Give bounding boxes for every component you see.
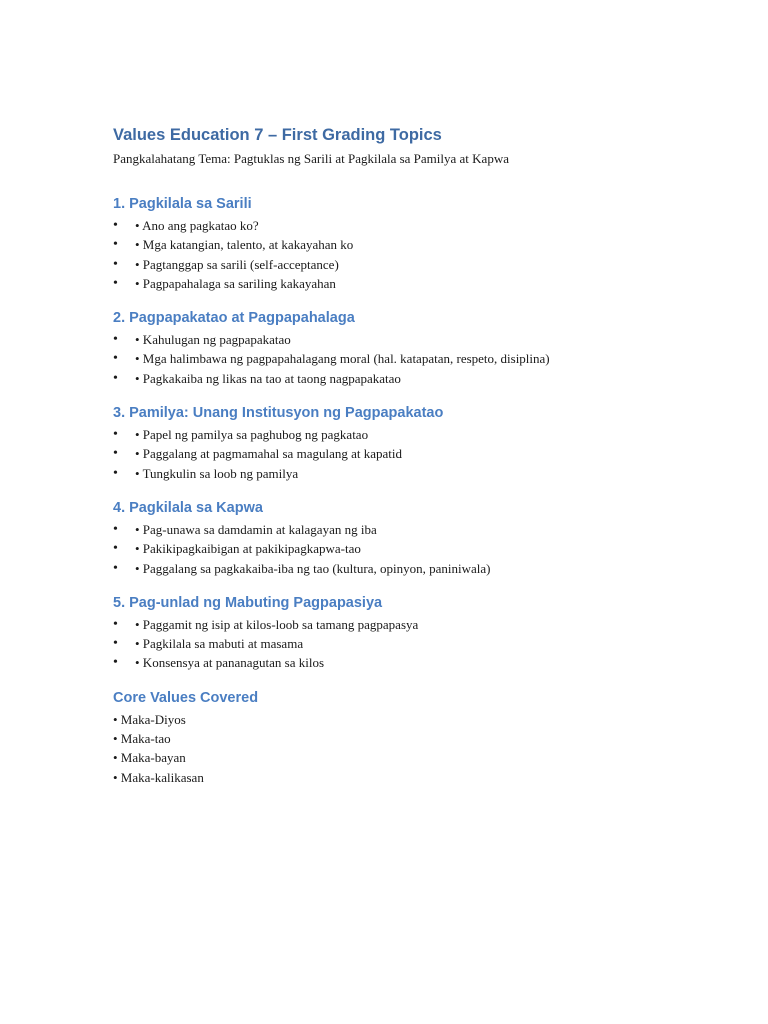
section-pamilya bbox=[113, 403, 673, 483]
list-item-text: • Pagpapahalaga sa sariling kakayahan bbox=[135, 275, 336, 291]
bullet-marker: • bbox=[113, 616, 118, 632]
list-item-text: • Tungkulin sa loob ng pamilya bbox=[135, 465, 299, 481]
list-item-text: • Ano ang pagkatao ko? bbox=[135, 218, 259, 233]
section-heading: 4. Pagkilala sa Kapwa bbox=[113, 499, 263, 516]
list-item-text: • Pag-unawa sa damdamin at kalagayan ng iba bbox=[135, 521, 377, 537]
list-item bbox=[113, 653, 673, 672]
bullet-marker: • bbox=[113, 370, 118, 386]
section-heading: 2. Pagpapakatao at Pagpapahalaga bbox=[113, 310, 355, 327]
section-pagkilala-sa-kapwa bbox=[113, 498, 673, 578]
list-item bbox=[113, 425, 673, 444]
section-core-values bbox=[113, 688, 673, 787]
section-heading: 3. Pamilya: Unang Institusyon ng Pagpapakatao bbox=[113, 405, 444, 422]
list-item-text: • Papel ng pamilya sa paghubog ng pagkatao bbox=[135, 427, 369, 443]
bullet-marker: • bbox=[113, 521, 118, 537]
section-pagpapakatao bbox=[113, 308, 673, 388]
core-values-list bbox=[113, 710, 673, 787]
section-heading: Core Values Covered bbox=[113, 689, 259, 706]
list-item bbox=[113, 274, 673, 293]
section-pagpapasiya bbox=[113, 593, 673, 673]
list-item-text: • Konsensya at pananagutan sa kilos bbox=[135, 655, 325, 671]
list-item bbox=[113, 216, 673, 235]
bullet-marker: • bbox=[113, 332, 118, 348]
bullet-marker: • bbox=[113, 465, 118, 481]
section-heading: 1. Pagkilala sa Sarili bbox=[113, 196, 252, 212]
list-item bbox=[113, 559, 673, 578]
bullet-marker: • bbox=[113, 446, 118, 462]
list-item-text: • Pagkakaiba ng likas na tao at taong nagpapakatao bbox=[135, 370, 401, 386]
list-item-text: • Pagkilala sa mabuti at masama bbox=[135, 636, 304, 652]
list-item: • Maka-Diyos bbox=[113, 711, 186, 727]
bullet-marker: • bbox=[113, 560, 118, 576]
list-item bbox=[113, 255, 673, 274]
list-item: • Maka-tao bbox=[113, 731, 171, 747]
list-item bbox=[113, 444, 673, 463]
list-item bbox=[113, 330, 673, 349]
bullet-marker: • bbox=[113, 655, 118, 671]
list-item bbox=[113, 235, 673, 254]
section-heading: 5. Pag-unlad ng Mabuting Pagpapasiya bbox=[113, 594, 383, 611]
section-pagkilala-sa-sarili bbox=[113, 194, 673, 293]
list-item-text: • Paggalang sa pagkakaiba-iba ng tao (kultura, opinyon, paniniwala) bbox=[135, 560, 491, 576]
list-item bbox=[113, 615, 673, 634]
list-item: • Maka-bayan bbox=[113, 750, 186, 766]
list-item-text: • Paggalang at pagmamahal sa magulang at kapatid bbox=[135, 446, 402, 462]
list-item: • Maka-kalikasan bbox=[113, 769, 204, 785]
bullet-marker: • bbox=[113, 427, 118, 443]
bullet-marker: • bbox=[113, 237, 118, 253]
bullet-list bbox=[113, 425, 673, 483]
list-item bbox=[113, 349, 673, 368]
bullet-marker: • bbox=[113, 636, 118, 652]
document-title: Values Education 7 – First Grading Topics bbox=[113, 126, 442, 144]
list-item bbox=[113, 369, 673, 388]
list-item-text: • Pakikipagkaibigan at pakikipagkapwa-tao bbox=[135, 541, 361, 557]
bullet-list bbox=[113, 615, 673, 673]
list-item-text: • Mga halimbawa ng pagpapahalagang moral (hal. katapatan, respeto, disiplina) bbox=[135, 351, 550, 367]
list-item bbox=[113, 539, 673, 558]
bullet-marker: • bbox=[113, 256, 118, 272]
list-item bbox=[113, 634, 673, 653]
bullet-list bbox=[113, 520, 673, 578]
document-page bbox=[113, 124, 673, 787]
list-item bbox=[113, 464, 673, 483]
bullet-marker: • bbox=[113, 541, 118, 557]
list-item-text: • Mga katangian, talento, at kakayahan ko bbox=[135, 237, 354, 253]
list-item-text: • Kahulugan ng pagpapakatao bbox=[135, 332, 291, 348]
bullet-marker: • bbox=[113, 275, 118, 291]
list-item-text: • Paggamit ng isip at kilos-loob sa tamang pagpapasya bbox=[135, 616, 419, 632]
bullet-list bbox=[113, 216, 673, 293]
bullet-marker: • bbox=[113, 351, 118, 367]
list-item-text: • Pagtanggap sa sarili (self-acceptance) bbox=[135, 256, 339, 272]
document-subtitle: Pangkalahatang Tema: Pagtuklas ng Sarili at Pagkilala sa Pamilya at Kapwa bbox=[113, 151, 509, 166]
bullet-list bbox=[113, 330, 673, 388]
bullet-marker: • bbox=[113, 218, 118, 233]
list-item bbox=[113, 520, 673, 539]
